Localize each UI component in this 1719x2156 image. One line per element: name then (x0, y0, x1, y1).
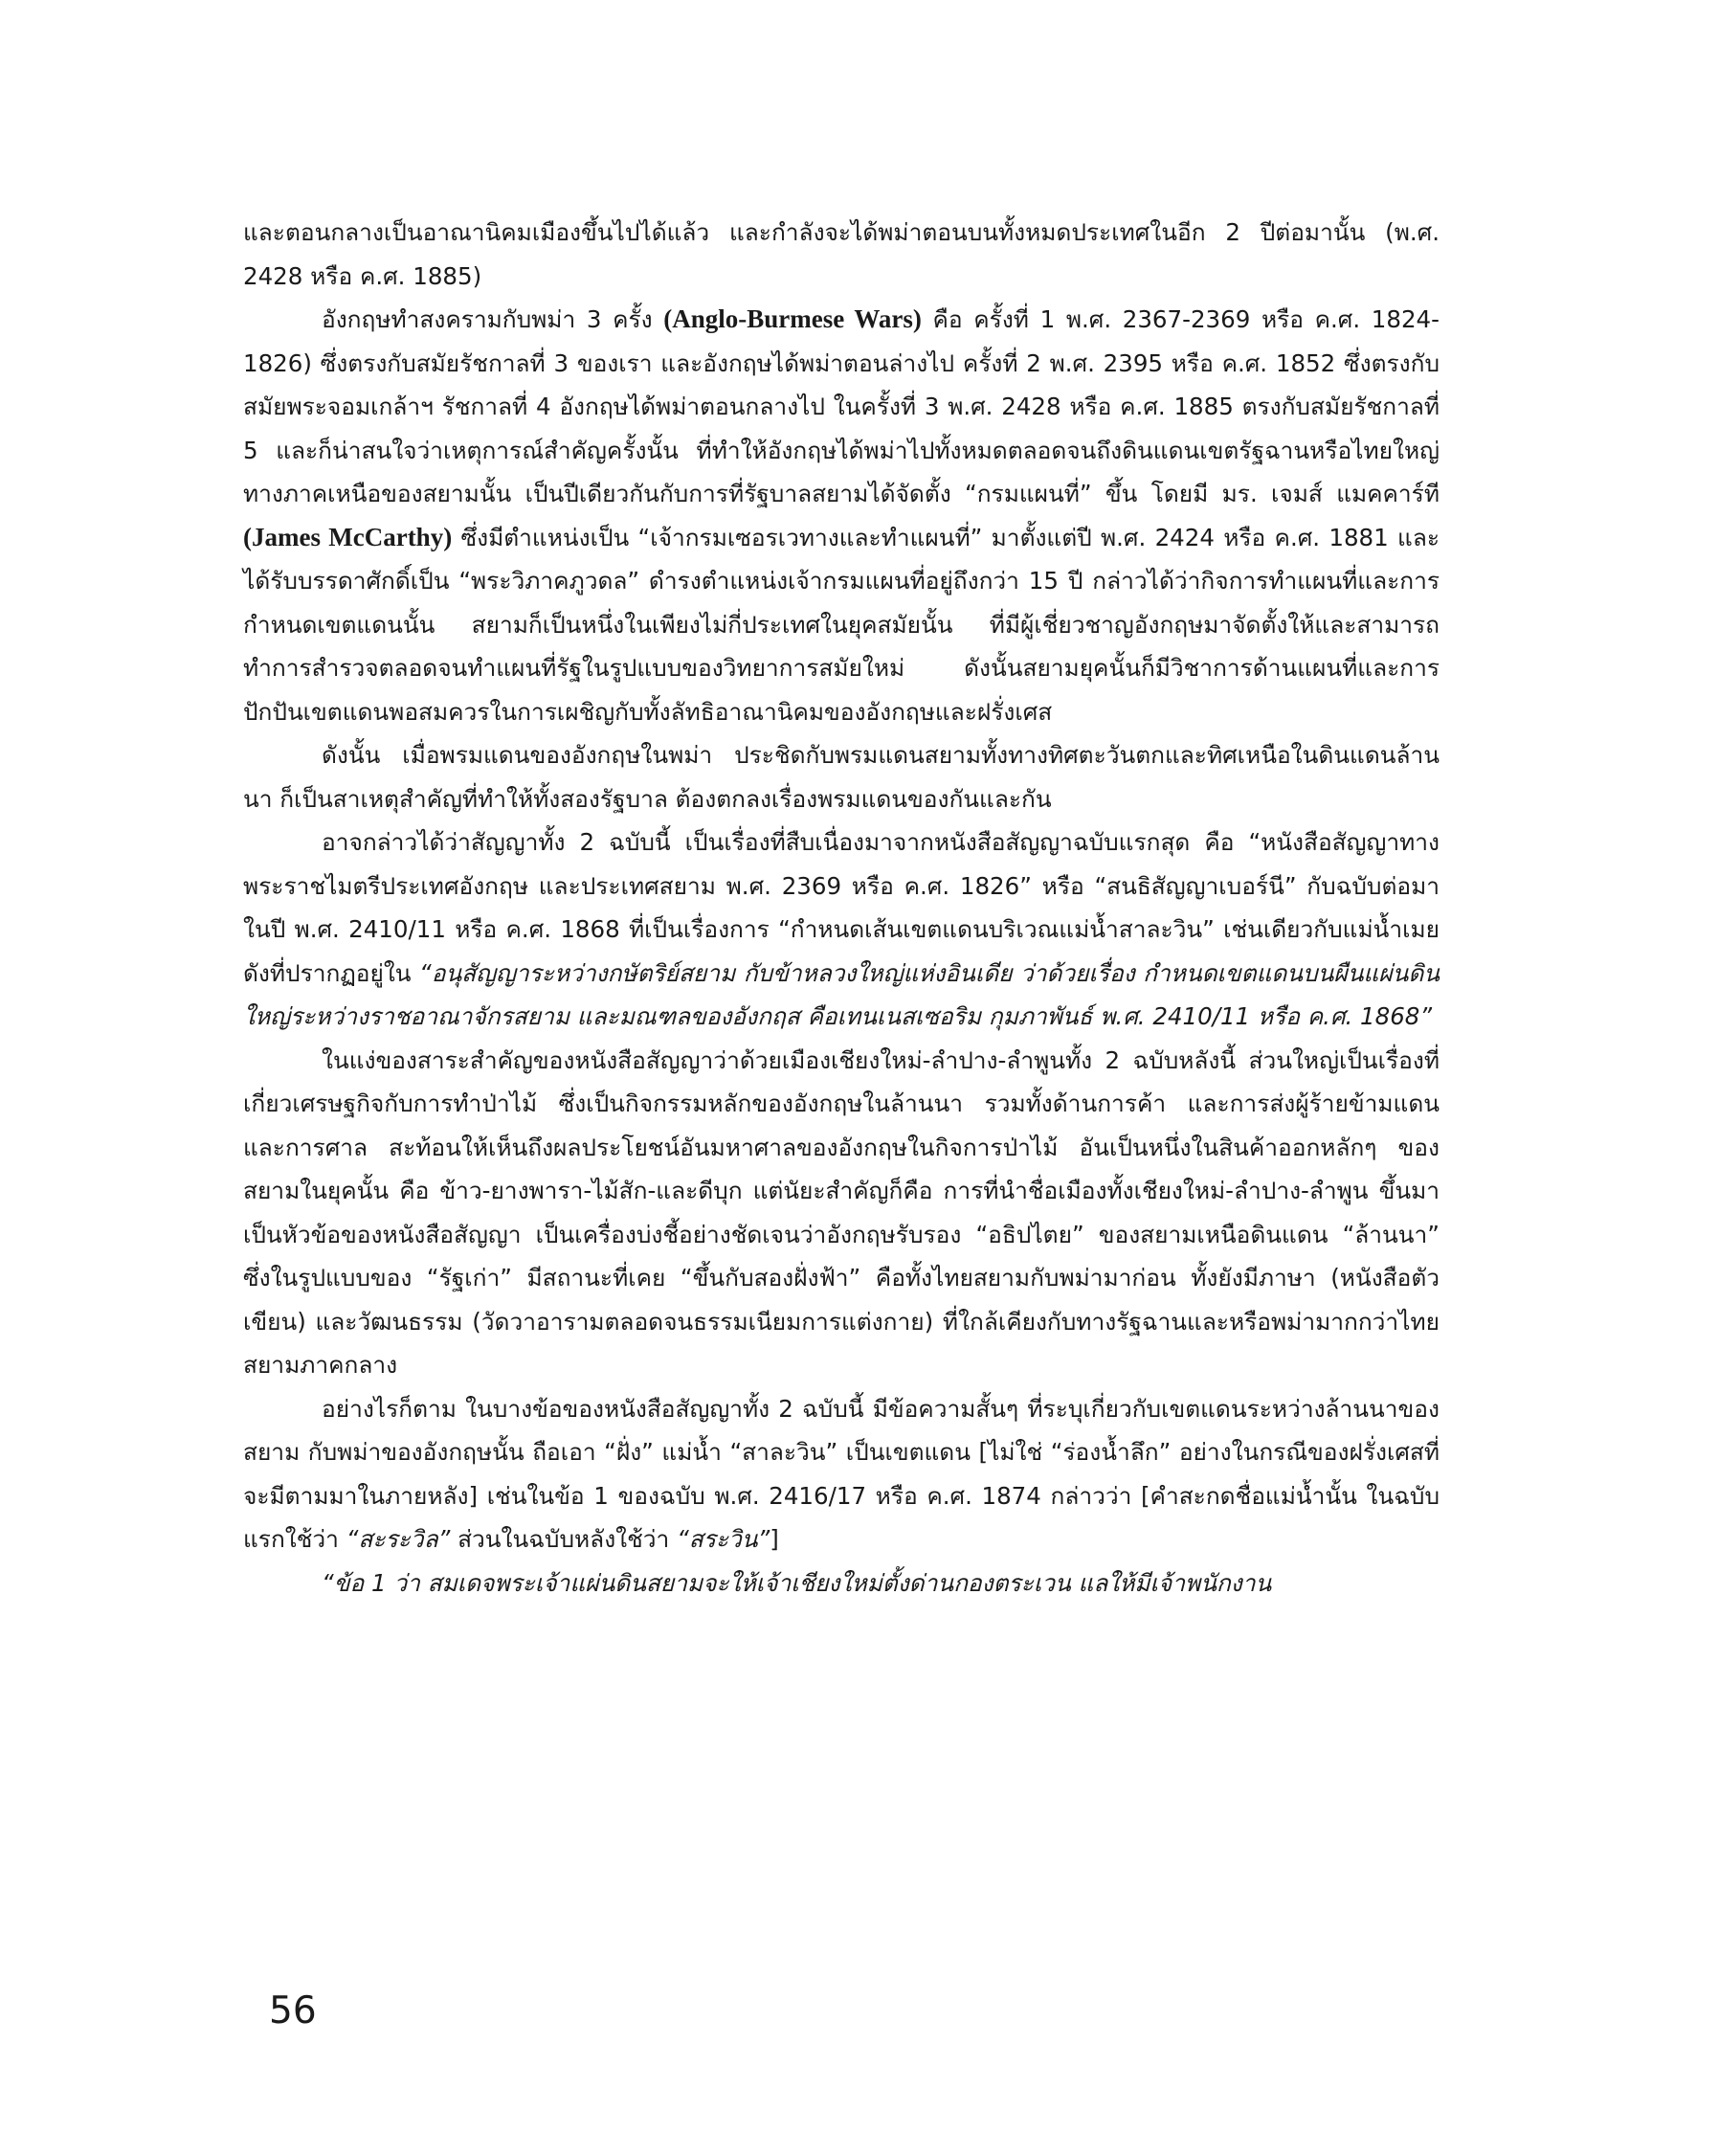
river-spelling-2: “สระวิน” (677, 1525, 770, 1553)
treaty-quote-text: “ข้อ 1 ว่า สมเดจพระเจ้าแผ่นดินสยามจะให้เจ้าเชียงใหม่ตั้งด่านกองตระเวน แลให้มีเจ้าพนักงาน (322, 1568, 1272, 1597)
anglo-burmese-wars-term: (Anglo-Burmese Wars) (663, 304, 922, 333)
paragraph-1 (243, 211, 1440, 298)
paragraph-6 (243, 1387, 1440, 1561)
james-mccarthy-name: (James McCarthy) (243, 522, 453, 551)
paragraph-3-text: ดังนั้น เมื่อพรมแดนของอังกฤษในพม่า ประชิดกับพรมแดนสยามทั้งทางทิศตะวันตกและทิศเหนือในดินแดนล้านนา ก็เป็นสาเหตุสำคัญที่ทำให้ทั้งสองรัฐบาล ต้องตกลงเรื่องพรมแดนของกันและกัน (243, 741, 1440, 813)
paragraph-2-text: อังกฤษทำสงครามกับพม่า 3 ครั้ง (322, 305, 664, 333)
paragraph-5 (243, 1039, 1440, 1387)
paragraph-4 (243, 820, 1440, 1039)
paragraph-2 (243, 298, 1440, 733)
paragraph-6-text: ] (770, 1525, 779, 1553)
paragraph-6-text: ส่วนในฉบับหลังใช้ว่า (450, 1525, 678, 1553)
convention-title-italic: “อนุสัญญาระหว่างกษัตริย์สยาม กับข้าหลวงใหญ่แห่งอินเดีย ว่าด้วยเรื่อง กำหนดเขตแดนบนผืนแผ่นดินใหญ่ระหว่างราชอาณาจักรสยาม และมณฑลของอังกฤส คือเทนเนสเซอริม กุมภาพันธ์ พ.ศ. 2410/11 หรือ ค.ศ. 1868” (243, 958, 1440, 1030)
paragraph-5-text: ในแง่ของสาระสำคัญของหนังสือสัญญาว่าด้วยเมืองเชียงใหม่-ลำปาง-ลำพูนทั้ง 2 ฉบับหลังนี้ ส่วนใหญ่เป็นเรื่องที่เกี่ยวเศรษฐกิจกับการทำป่าไม้ ซึ่งเป็นกิจกรรมหลักของอังกฤษในล้านนา รวมทั้งด้านการค้า และการส่งผู้ร้ายข้ามแดน และการศาล สะท้อนให้เห็นถึงผลประโยชน์อันมหาศาลของอังกฤษในกิจการป่าไม้ อันเป็นหนึ่งในสินค้าออกหลักๆ ของสยามในยุคนั้น คือ ข้าว-ยางพารา-ไม้สัก-และดีบุก แต่นัยะสำคัญก็คือ การที่นำชื่อเมืองทั้งเชียงใหม่-ลำปาง-ลำพูน ขึ้นมาเป็นหัวข้อของหนังสือสัญญา เป็นเครื่องบ่งชี้อย่างชัดเจนว่าอังกฤษรับรอง “อธิปไตย” ของสยามเหนือดินแดน “ล้านนา” ซึ่งในรูปแบบของ “รัฐเก่า” มีสถานะที่เคย “ขึ้นกับสองฝั่งฟ้า” คือทั้งไทยสยามกับพม่ามาก่อน ทั้งยังมีภาษา (หนังสือตัวเขียน) และวัฒนธรรม (วัดวาอารามตลอดจนธรรมเนียมการแต่งกาย) ที่ใกล้เคียงกับทางรัฐฉานและหรือพม่ามากกว่าไทยสยามภาคกลาง (243, 1045, 1440, 1379)
paragraph-1-text: และตอนกลางเป็นอาณานิคมเมืองขึ้นไปได้แล้ว และกำลังจะได้พม่าตอนบนทั้งหมดประเทศในอีก 2 ปีต่อมานั้น (พ.ศ. 2428 หรือ ค.ศ. 1885) (243, 218, 1440, 290)
treaty-quote (243, 1561, 1440, 1606)
page-number: 56 (269, 1989, 317, 2032)
body-text (243, 211, 1440, 1605)
paragraph-4-text: อาจกล่าวได้ว่าสัญญาทั้ง 2 ฉบับนี้ เป็นเรื่องที่สืบเนื่องมาจากหนังสือสัญญาฉบับแรกสุด คือ “หนังสือสัญญาทางพระราชไมตรีประเทศอังกฤษ และประเทศสยาม พ.ศ. 2369 หรือ ค.ศ. 1826” หรือ “สนธิสัญญาเบอร์นี” กับฉบับต่อมาในปี พ.ศ. 2410/11 หรือ ค.ศ. 1868 ที่เป็นเรื่องการ “กำหนดเส้นเขตแดนบริเวณแม่น้ำสาละวิน” เช่นเดียวกับแม่น้ำเมยดังที่ปรากฏอยู่ใน (243, 828, 1440, 987)
river-spelling-1: “สะระวิล” (346, 1525, 451, 1553)
paragraph-2-text: ซึ่งมีตำแหน่งเป็น “เจ้ากรมเซอรเวทางและทำแผนที่” มาตั้งแต่ปี พ.ศ. 2424 หรือ ค.ศ. 1881 และได้รับบรรดาศักดิ์เป็น “พระวิภาคภูวดล” ดำรงตำแหน่งเจ้ากรมแผนที่อยู่ถึงกว่า 15 ปี กล่าวได้ว่ากิจการทำแผนที่และการกำหนดเขตแดนนั้น สยามก็เป็นหนึ่งในเพียงไม่กี่ประเทศในยุคสมัยนั้น ที่มีผู้เชี่ยวชาญอังกฤษมาจัดตั้งให้และสามารถทำการสำรวจตลอดจนทำแผนที่รัฐในรูปแบบของวิทยาการสมัยใหม่ ดังนั้นสยามยุคนั้นก็มีวิชาการด้านแผนที่และการปักปันเขตแดนพอสมควรในการเผชิญกับทั้งลัทธิอาณานิคมของอังกฤษและฝรั่งเศส (243, 523, 1440, 726)
paragraph-3 (243, 733, 1440, 820)
paragraph-6-text: อย่างไรก็ตาม ในบางข้อของหนังสือสัญญาทั้ง 2 ฉบับนี้ มีข้อความสั้นๆ ที่ระบุเกี่ยวกับเขตแดนระหว่างล้านนาของสยาม กับพม่าของอังกฤษนั้น ถือเอา “ฝั่ง” แม่น้ำ “สาละวิน” เป็นเขตแดน [ไม่ใช่ “ร่องน้ำลึก” อย่างในกรณีของฝรั่งเศสที่จะมีตามมาในภายหลัง] เช่นในข้อ 1 ของฉบับ พ.ศ. 2416/17 หรือ ค.ศ. 1874 กล่าวว่า [คำสะกดชื่อแม่น้ำนั้น ในฉบับแรกใช้ว่า (243, 1394, 1440, 1553)
paragraph-2-text: คือ ครั้งที่ 1 พ.ศ. 2367-2369 หรือ ค.ศ. 1824-1826) ซึ่งตรงกับสมัยรัชกาลที่ 3 ของเรา และอังกฤษได้พม่าตอนล่างไป ครั้งที่ 2 พ.ศ. 2395 หรือ ค.ศ. 1852 ซึ่งตรงกับสมัยพระจอมเกล้าฯ รัชกาลที่ 4 อังกฤษได้พม่าตอนกลางไป ในครั้งที่ 3 พ.ศ. 2428 หรือ ค.ศ. 1885 ตรงกับสมัยรัชกาลที่ 5 และก็น่าสนใจว่าเหตุการณ์สำคัญครั้งนั้น ที่ทำให้อังกฤษได้พม่าไปทั้งหมดตลอดจนถึงดินแดนเขตรัฐฉานหรือไทยใหญ่ทางภาคเหนือของสยามนั้น เป็นปีเดียวกันกับการที่รัฐบาลสยามได้จัดตั้ง “กรมแผนที่” ขึ้น โดยมี มร. เจมส์ แมคคาร์ที (243, 305, 1440, 507)
